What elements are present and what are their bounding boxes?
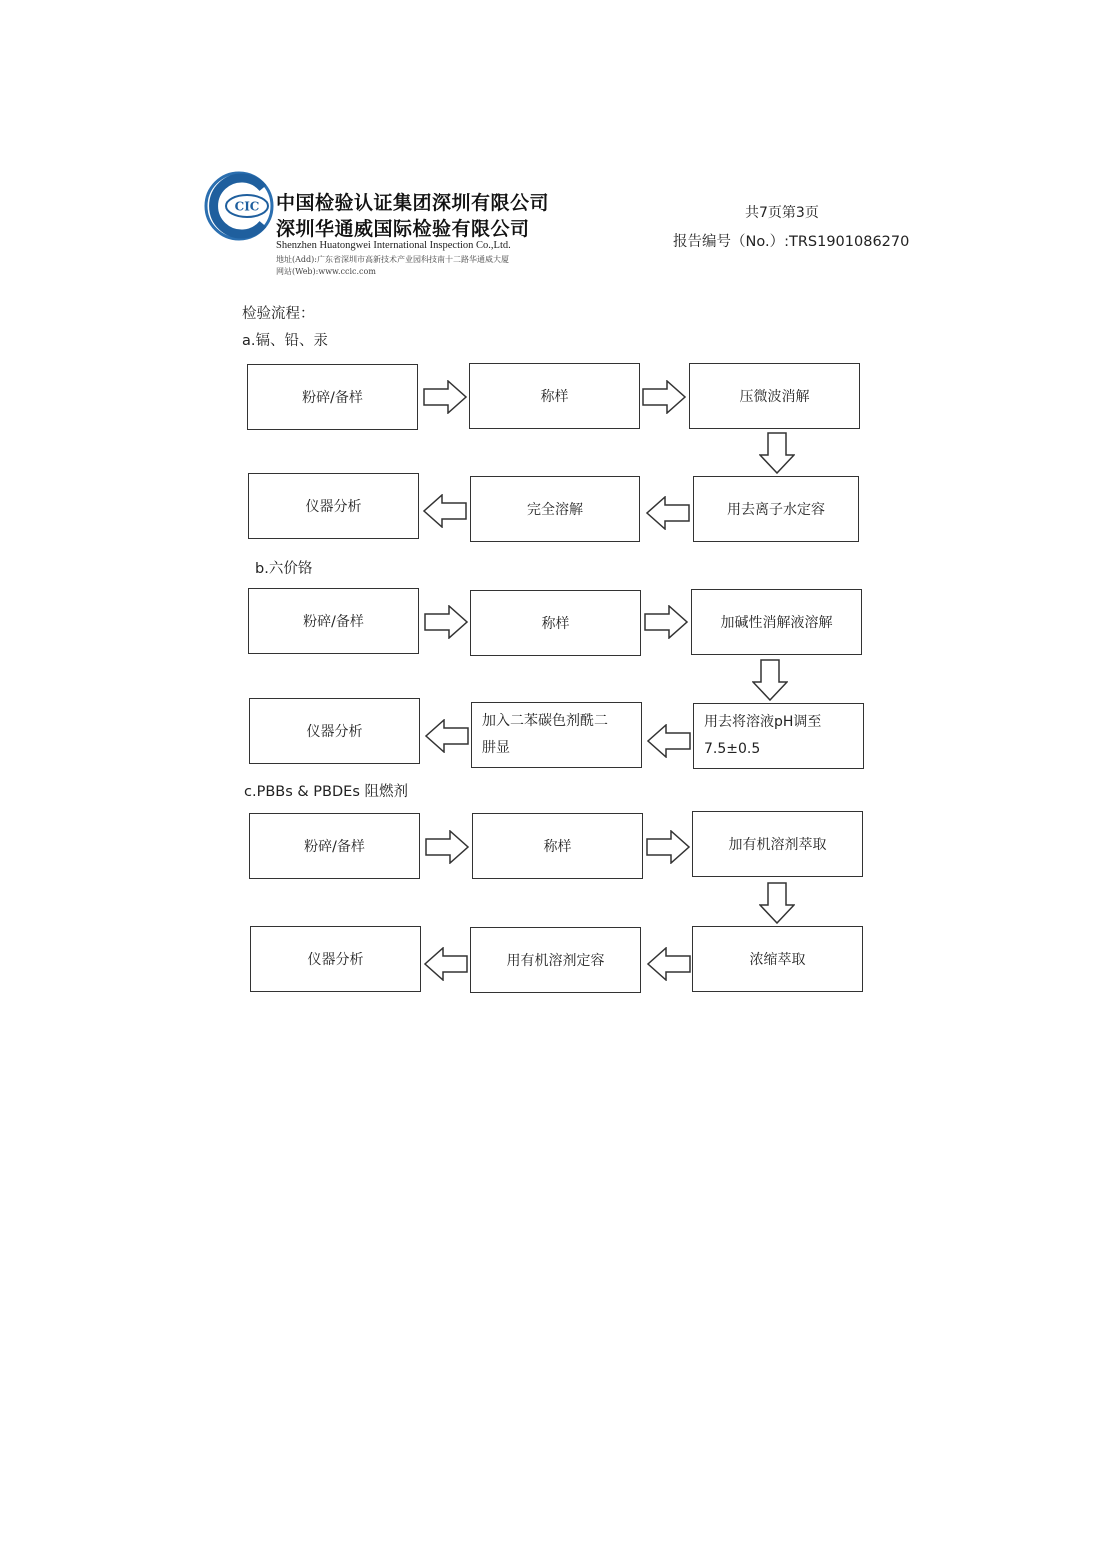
right-arrow-icon: [423, 380, 468, 414]
flow-a-step-4: 用去离子水定容: [693, 476, 859, 542]
section-title: 检验流程：: [242, 306, 315, 322]
right-arrow-icon: [642, 380, 687, 414]
right-arrow-icon: [425, 830, 470, 864]
flow-b-step-5-line-2: 肼显: [482, 740, 510, 756]
right-arrow-icon: [424, 605, 469, 639]
company-name-en: Shenzhen Huatongwei International Inspection Co.,Ltd.: [276, 240, 511, 251]
flow-a-step-3: 压微波消解: [689, 363, 860, 429]
flow-b-step-4-line-1: 用去将溶液pH调至: [704, 714, 822, 730]
company-name-cn-2: 深圳华通威国际检验有限公司: [276, 218, 530, 240]
left-arrow-icon: [422, 494, 467, 528]
down-arrow-icon: [759, 432, 795, 474]
down-arrow-icon: [752, 659, 788, 701]
flow-c-step-6: 仪器分析: [250, 926, 421, 992]
page-info: 共7页第3页: [745, 205, 819, 221]
flow-c-step-4: 浓缩萃取: [692, 926, 863, 992]
flow-c-title: c.PBBs & PBDEs 阻燃剂: [244, 784, 408, 800]
flow-c-step-2: 称样: [472, 813, 643, 879]
left-arrow-icon: [646, 947, 691, 981]
flow-a-step-6: 仪器分析: [248, 473, 419, 539]
flow-b-title: b.六价铬: [255, 561, 313, 577]
report-number: 报告编号（No.）:TRS1901086270: [673, 234, 910, 250]
flow-b-step-2: 称样: [470, 590, 641, 656]
logo-text: CIC: [234, 199, 260, 214]
flow-c-step-1: 粉碎/备样: [249, 813, 420, 879]
right-arrow-icon: [644, 605, 689, 639]
flow-b-step-4: [693, 703, 864, 769]
left-arrow-icon: [646, 724, 691, 758]
company-address: 地址(Add):广东省深圳市高新技术产业园科技南十二路华通威大厦: [276, 255, 509, 264]
down-arrow-icon: [759, 882, 795, 924]
cic-logo: [203, 170, 275, 242]
left-arrow-icon: [423, 947, 468, 981]
flow-b-step-5-line-1: 加入二苯碳色剂酰二: [482, 713, 608, 729]
right-arrow-icon: [646, 830, 691, 864]
left-arrow-icon: [645, 496, 690, 530]
flow-b-step-6: 仪器分析: [249, 698, 420, 764]
flow-c-step-5: 用有机溶剂定容: [470, 927, 641, 993]
flow-b-step-5: [471, 702, 642, 768]
company-website: 网站(Web):www.ccic.com: [276, 267, 376, 276]
left-arrow-icon: [424, 719, 469, 753]
flow-a-step-1: 粉碎/备样: [247, 364, 418, 430]
flow-a-step-5: 完全溶解: [470, 476, 640, 542]
flow-b-step-3: 加碱性消解液溶解: [691, 589, 862, 655]
flow-b-step-1: 粉碎/备样: [248, 588, 419, 654]
flow-a-title: a.镉、铅、汞: [242, 333, 328, 349]
flow-a-step-2: 称样: [469, 363, 640, 429]
company-name-cn-1: 中国检验认证集团深圳有限公司: [276, 192, 550, 214]
flow-c-step-3: 加有机溶剂萃取: [692, 811, 863, 877]
flow-b-step-4-line-2: 7.5±0.5: [704, 741, 761, 757]
